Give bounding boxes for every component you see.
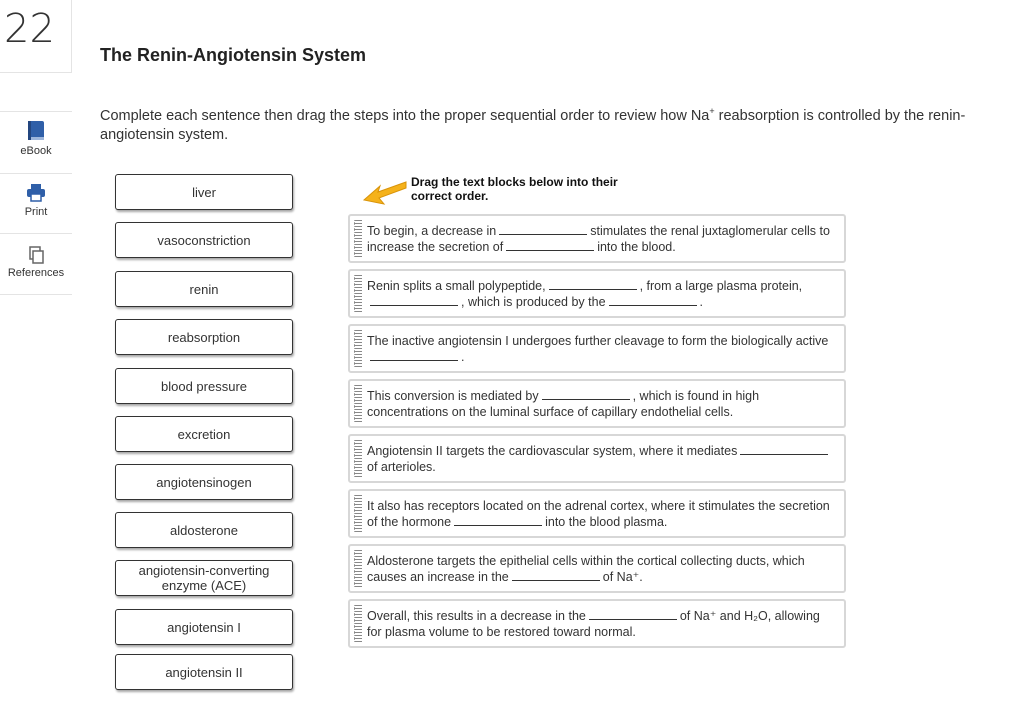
drag-handle-icon[interactable]	[354, 440, 362, 477]
drag-handle-icon[interactable]	[354, 385, 362, 422]
drag-hint: Drag the text blocks below into their correct order.	[411, 175, 618, 203]
drag-handle-icon[interactable]	[354, 605, 362, 642]
drag-handle-icon[interactable]	[354, 330, 362, 367]
sidebar-item-ebook[interactable]	[0, 120, 72, 180]
word-tile-reabsorption[interactable]: reabsorption	[115, 319, 293, 355]
blank-input[interactable]	[609, 295, 697, 306]
sidebar-divider	[0, 233, 72, 234]
sidebar-divider	[0, 111, 72, 112]
blank-input[interactable]	[499, 224, 587, 235]
drag-handle-icon[interactable]	[354, 495, 362, 532]
blank-input[interactable]	[589, 609, 677, 620]
word-tile-aldosterone[interactable]: aldosterone	[115, 512, 293, 548]
blank-input[interactable]	[740, 444, 828, 455]
word-tile-vasoconstriction[interactable]: vasoconstriction	[115, 222, 293, 258]
sidebar-divider	[0, 173, 72, 174]
sidebar-divider	[0, 72, 72, 73]
blank-input[interactable]	[370, 295, 458, 306]
word-tile-liver[interactable]: liver	[115, 174, 293, 210]
word-tile-angiotensinogen[interactable]: angiotensinogen	[115, 464, 293, 500]
page-title: The Renin-Angiotensin System	[100, 45, 367, 65]
blank-input[interactable]	[506, 240, 594, 251]
arrow-icon	[362, 178, 408, 208]
sidebar-item-label: Print	[24, 206, 48, 218]
printer-icon	[26, 183, 46, 203]
step-block[interactable]	[348, 544, 846, 593]
blank-input[interactable]	[549, 279, 637, 290]
sidebar-item-label: eBook	[20, 145, 52, 157]
drag-handle-icon[interactable]	[354, 275, 362, 312]
step-block[interactable]	[348, 379, 846, 428]
instructions: Complete each sentence then drag the steps into the proper sequential order to review how Na+ reabsorption is controlled by the renin-angiotensin system.	[100, 106, 966, 143]
question-number: 22	[4, 6, 55, 52]
blank-input[interactable]	[454, 515, 542, 526]
sidebar-item-references[interactable]	[0, 246, 72, 306]
word-tile-angiotensin-ii[interactable]: angiotensin II	[115, 654, 293, 690]
step-text: The inactive angiotensin I undergoes further cleavage to form the biologically active.	[367, 333, 829, 364]
step-block[interactable]	[348, 599, 846, 648]
word-tile-ace[interactable]: angiotensin-converting enzyme (ACE)	[115, 560, 293, 596]
word-tile-renin[interactable]: renin	[115, 271, 293, 307]
blank-input[interactable]	[370, 350, 458, 361]
sidebar-item-print[interactable]	[0, 183, 72, 243]
blank-input[interactable]	[512, 570, 600, 581]
step-text: Aldosterone targets the epithelial cells within the cortical collecting ducts, which causes an increase in the of Na⁺.	[367, 553, 805, 584]
book-icon	[26, 120, 46, 142]
step-block[interactable]	[348, 324, 846, 373]
sidebar-item-label: References	[7, 267, 65, 279]
drag-handle-icon[interactable]	[354, 550, 362, 587]
word-tile-angiotensin-i[interactable]: angiotensin I	[115, 609, 293, 645]
step-text: Overall, this results in a decrease in the of Na⁺ and H₂O, allowing for plasma volume to be restored toward normal.	[367, 608, 820, 639]
step-text: It also has receptors located on the adrenal cortex, where it stimulates the secretion of the hormone into the blood plasma.	[367, 498, 830, 529]
step-text: Renin splits a small polypeptide, , from a large plasma protein,, which is produced by the .	[367, 278, 803, 309]
copy-icon	[26, 246, 46, 264]
word-tile-blood-pressure[interactable]: blood pressure	[115, 368, 293, 404]
step-text: Angiotensin II targets the cardiovascular system, where it mediatesof arterioles.	[367, 443, 844, 475]
step-block[interactable]	[348, 434, 846, 483]
word-tile-excretion[interactable]: excretion	[115, 416, 293, 452]
sidebar-divider	[71, 0, 72, 72]
step-block[interactable]	[348, 489, 846, 538]
step-block[interactable]	[348, 269, 846, 318]
step-block[interactable]	[348, 214, 846, 263]
step-text: This conversion is mediated by , which is found in high concentrations on the luminal surface of capillary endothelial cells.	[367, 388, 760, 419]
drag-handle-icon[interactable]	[354, 220, 362, 257]
blank-input[interactable]	[542, 389, 630, 400]
sidebar-divider	[0, 294, 72, 295]
step-text: To begin, a decrease in stimulates the renal juxtaglomerular cells to increase the secretion of into the blood.	[367, 223, 830, 254]
